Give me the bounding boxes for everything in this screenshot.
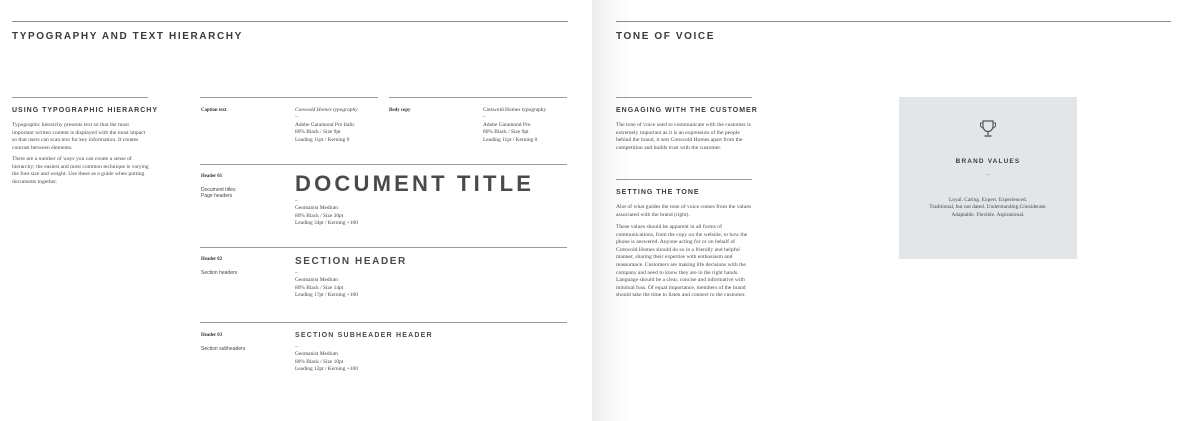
header01-uses: [201, 187, 235, 199]
trophy-icon: [979, 119, 997, 139]
body-copy-label: Body copy: [389, 108, 411, 113]
spec-dash: –: [295, 114, 298, 121]
spec-size: 80% Black / Size 14pt: [295, 284, 344, 291]
spec-size: 80% Black / Size 30pt: [295, 212, 344, 219]
subsection-header-sample: SECTION SUBHEADER HEADER: [295, 332, 433, 339]
page-title: TONE OF VOICE: [616, 31, 715, 42]
section-heading: USING TYPOGRAPHIC HIERARCHY: [12, 107, 159, 114]
brand-values-line: Traditional, but not dated. Understanding.Considerate.: [929, 204, 1047, 211]
spec-leading: Leading 11pt / Kerning 0: [483, 136, 538, 143]
header01-use: Document titles: [201, 187, 236, 193]
spec-dash: –: [295, 270, 298, 276]
caption-spec: [295, 107, 385, 144]
spec-leading: Leading 11pt / Kerning 0: [295, 136, 350, 143]
brand-values-text: [899, 197, 1077, 219]
top-rule: [12, 21, 568, 22]
header01-label: Header 01: [201, 174, 223, 179]
right-page: [592, 0, 1183, 421]
spec-leading: Leading 17pt / Kerning +100: [295, 292, 358, 299]
header03-spec: [295, 344, 415, 374]
header02-rule: [200, 247, 567, 248]
section-rule: [616, 97, 752, 98]
spec-font: Geomanist Medium: [295, 205, 338, 212]
spec-leading: Leading 12pt / Kerning +100: [295, 366, 358, 373]
header02-label: Header 02: [201, 257, 223, 262]
caption-sample: Cotswold Homes typography: [295, 107, 358, 113]
brand-values-dash: –: [986, 172, 990, 178]
section-header-sample: SECTION HEADER: [295, 256, 407, 267]
body-paragraph: There are a number of ways you can create a sense of hierarchy; the easiest and most common technique is varying the font size and weight. Use these as a guide when putting documents together.: [12, 156, 149, 185]
header03-label: Header 03: [201, 333, 223, 338]
body-paragraph: The tone of voice used to communicate with the customer is extremely important as it is an expression of the people behind the brand, it sets Cotswold Homes apart from the competition and builds trust with the customer.: [616, 122, 751, 151]
brand-values-box: [899, 97, 1077, 259]
brand-values-line: Adaptable. Flexible. Aspirational.: [951, 211, 1025, 218]
header03-rule: [200, 322, 567, 323]
body-paragraph: Typographic hierarchy presents text so that the most important written content is displayed with the most impact so that users can scan text for key information. It creates contrast between elements.: [12, 122, 146, 151]
caption-label: Caption text: [201, 108, 227, 113]
header01-spec: [295, 198, 415, 228]
spec-font: Geomanist Medium: [295, 277, 338, 284]
body-paragraph: Alot of what guides the tone of voice comes from the values associated with the brand (right).: [616, 204, 751, 218]
header01-use: Page headers: [201, 193, 233, 199]
brand-values-title: BRAND VALUES: [955, 158, 1021, 165]
top-rule: [616, 21, 1171, 22]
spec-size: 80% Black / Size 9pt: [295, 129, 341, 136]
section-heading: SETTING THE TONE: [616, 189, 700, 196]
spec-size: 80% Black / Size 10pt: [295, 358, 344, 365]
spec-size: 80% Black / Size 9pt: [483, 129, 529, 136]
body-paragraph: These values should be apparent in all forms of communications, from the copy on the website, to how the phone is answered. Anyone acting for or on behalf of Cotswold Homes should do so in a friendly and helpful manner, sharing their expertise with enthusiasm and reassurance. Customers are making life decisions with the company and need to know they are in the right hands. Language should be a clear, concise and informative with minimal fuss. Of equal importance, members of the brand should take the time to listen and connect to the customer.: [616, 224, 748, 299]
body-copy-spec: [483, 107, 573, 144]
spec-leading: Leading 34pt / Kerning +100: [295, 220, 358, 227]
section-rule: [12, 97, 148, 98]
spec-font: Adobe Garamond Pro: [483, 121, 531, 128]
caption-rule: [200, 97, 378, 98]
spec-font: Geomanist Medium: [295, 351, 338, 358]
spec-dash: –: [295, 198, 298, 204]
brand-values-line: Loyal. Caring. Expert. Experienced.: [949, 197, 1027, 203]
section-rule: [616, 179, 752, 180]
spec-dash: –: [483, 114, 486, 121]
document-title-sample: DOCUMENT TITLE: [295, 171, 535, 196]
header03-use: Section subheaders: [201, 346, 246, 352]
spec-font: Adobe Garamond Pro Italic: [295, 121, 355, 128]
spec-dash: –: [295, 344, 298, 350]
section-heading: ENGAGING WITH THE CUSTOMER: [616, 107, 758, 114]
header02-spec: [295, 270, 415, 300]
header02-use: Section headers: [201, 270, 238, 276]
body-copy-rule: [389, 97, 567, 98]
page-title: TYPOGRAPHY AND TEXT HIERARCHY: [12, 31, 243, 42]
body-copy-sample: Cotswold Homes typography: [483, 107, 547, 113]
header01-rule: [200, 164, 567, 165]
